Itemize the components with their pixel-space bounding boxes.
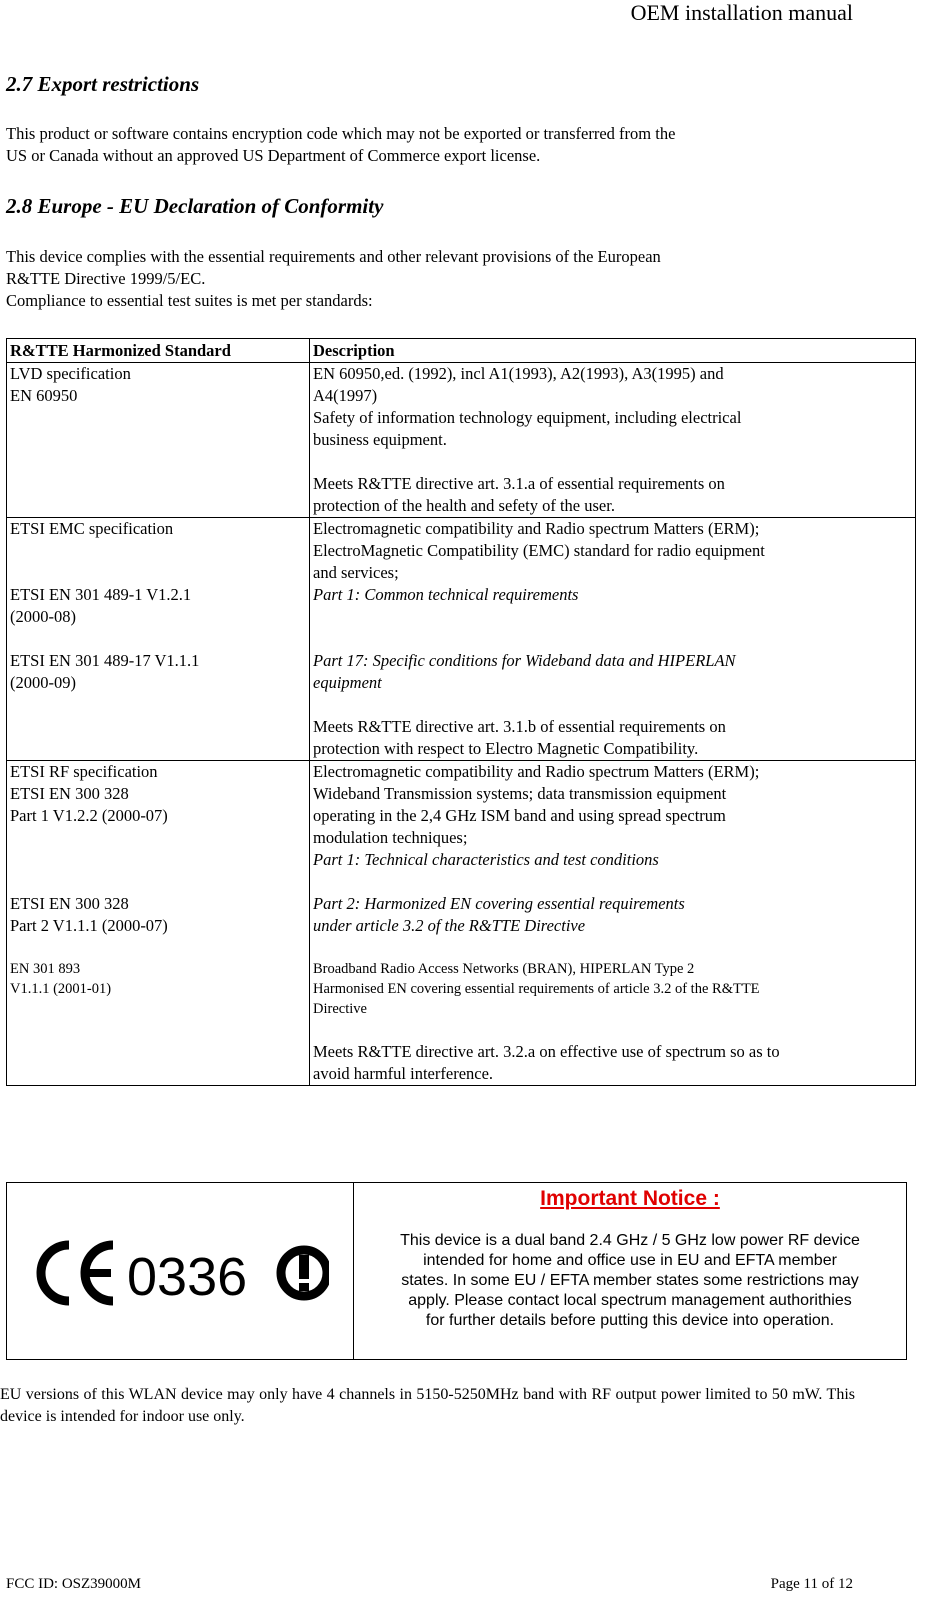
lvd-desc-line: business equipment. <box>313 430 447 449</box>
notice-line: states. In some EU / EFTA member states some restrictions may <box>401 1272 859 1289</box>
header-title: OEM installation manual <box>630 0 853 25</box>
emc-desc-line: protection with respect to Electro Magnetic Compatibility. <box>313 739 699 758</box>
emc-desc-line: and services; <box>313 563 399 582</box>
ce-mark-icon <box>29 1235 329 1311</box>
table-row <box>7 761 916 1086</box>
export-line-2: US or Canada without an approved US Department of Commerce export license. <box>6 146 541 165</box>
section-heading-eu: 2.8 Europe - EU Declaration of Conformity <box>6 194 384 218</box>
emc-standard-date: (2000-09) <box>10 673 76 692</box>
wlan-footnote: EU versions of this WLAN device may only have 4 channels in 5150-5250MHz band with RF output power limited to 50 mW. This device is intended for indoor use only. <box>0 1386 855 1425</box>
eu-line-3: Compliance to essential test suites is met per standards: <box>6 291 373 310</box>
notice-text-cell <box>354 1183 906 1359</box>
important-notice-box <box>6 1182 907 1360</box>
emc-desc-line: Part 17: Specific conditions for Wideband data and HIPERLAN <box>313 651 736 670</box>
eu-paragraph <box>6 246 886 312</box>
notice-line: intended for home and office use in EU and EFTA member <box>423 1252 837 1269</box>
rf-desc-line: Wideband Transmission systems; data transmission equipment <box>313 784 727 803</box>
lvd-standard-id: EN 60950 <box>10 386 78 405</box>
notice-line: for further details before putting this device into operation. <box>425 1312 835 1329</box>
rf-spec-label: ETSI RF specification <box>10 762 158 781</box>
emc-desc-line: equipment <box>313 673 382 692</box>
rf-standard-id: ETSI EN 300 328 <box>10 784 129 803</box>
lvd-desc-line: protection of the health and sefety of the user. <box>313 496 615 515</box>
rf-desc-line: under article 3.2 of the R&TTE Directive <box>313 916 586 935</box>
rf-desc-line: avoid harmful interference. <box>313 1064 494 1083</box>
table-header-description: Description <box>310 339 916 363</box>
rf-desc-line: Harmonised EN covering essential requirements of article 3.2 of the R&TTE <box>313 981 760 997</box>
table-header-row <box>7 339 916 363</box>
notice-title: Important Notice : <box>540 1187 720 1210</box>
rf-desc-line: Directive <box>313 1001 367 1017</box>
emc-standard-id: ETSI EN 301 489-1 V1.2.1 <box>10 585 192 604</box>
footer-page-number: Page 11 of 12 <box>770 1576 853 1592</box>
rf-standard-id: ETSI EN 300 328 <box>10 894 129 913</box>
eu-line-1: This device complies with the essential requirements and other relevant provisions of the European <box>6 247 661 266</box>
emc-spec-label: ETSI EMC specification <box>10 519 174 538</box>
emc-description-cell <box>310 518 916 761</box>
emc-desc-line: Electromagnetic compatibility and Radio spectrum Matters (ERM); <box>313 519 760 538</box>
export-paragraph <box>6 123 886 167</box>
rf-standard-part: Part 1 V1.2.2 (2000-07) <box>10 806 168 825</box>
standards-table <box>6 338 916 1086</box>
emc-desc-line: Meets R&TTE directive art. 3.1.b of essential requirements on <box>313 717 726 736</box>
notice-body <box>358 1231 902 1331</box>
lvd-spec-label: LVD specification <box>10 364 131 383</box>
ce-marking-cell <box>7 1183 354 1359</box>
rf-desc-line: Broadband Radio Access Networks (BRAN), HIPERLAN Type 2 <box>313 961 695 977</box>
notice-line: This device is a dual band 2.4 GHz / 5 GHz low power RF device <box>400 1232 860 1249</box>
rf-desc-line: Electromagnetic compatibility and Radio spectrum Matters (ERM); <box>313 762 760 781</box>
lvd-standard-cell <box>7 363 310 518</box>
rf-desc-line: operating in the 2,4 GHz ISM band and using spread spectrum <box>313 806 726 825</box>
lvd-desc-line: Meets R&TTE directive art. 3.1.a of essential requirements on <box>313 474 725 493</box>
section-heading-export: 2.7 Export restrictions <box>6 72 200 96</box>
rf-standard-version: V1.1.1 (2001-01) <box>10 981 112 997</box>
table-header-standard: R&TTE Harmonized Standard <box>7 339 310 363</box>
emc-standard-date: (2000-08) <box>10 607 76 626</box>
notified-body-number: 0336 <box>127 1247 248 1307</box>
emc-desc-line: Part 1: Common technical requirements <box>313 585 579 604</box>
rf-desc-line: Meets R&TTE directive art. 3.2.a on effective use of spectrum so as to <box>313 1042 780 1061</box>
rf-desc-line: Part 2: Harmonized EN covering essential requirements <box>313 894 685 913</box>
lvd-desc-line: Safety of information technology equipment, including electrical <box>313 408 742 427</box>
lvd-desc-line: A4(1997) <box>313 386 378 405</box>
lvd-description-cell <box>310 363 916 518</box>
emc-standard-id: ETSI EN 301 489-17 V1.1.1 <box>10 651 200 670</box>
footer-fcc-id: FCC ID: OSZ39000M <box>6 1576 142 1592</box>
emc-standard-cell <box>7 518 310 761</box>
emc-desc-line: ElectroMagnetic Compatibility (EMC) standard for radio equipment <box>313 541 765 560</box>
table-row <box>7 363 916 518</box>
rf-description-cell <box>310 761 916 1086</box>
rf-desc-line: Part 1: Technical characteristics and test conditions <box>313 850 659 869</box>
rf-desc-line: modulation techniques; <box>313 828 468 847</box>
eu-line-2: R&TTE Directive 1999/5/EC. <box>6 269 206 288</box>
rf-standard-id: EN 301 893 <box>10 961 81 977</box>
rf-standard-part: Part 2 V1.1.1 (2000-07) <box>10 916 168 935</box>
table-row <box>7 518 916 761</box>
notice-line: apply. Please contact local spectrum management authorithies <box>408 1292 852 1309</box>
lvd-desc-line: EN 60950,ed. (1992), incl A1(1993), A2(1993), A3(1995) and <box>313 364 724 383</box>
rf-standard-cell <box>7 761 310 1086</box>
export-line-1: This product or software contains encryption code which may not be exported or transferred from the <box>6 124 676 143</box>
